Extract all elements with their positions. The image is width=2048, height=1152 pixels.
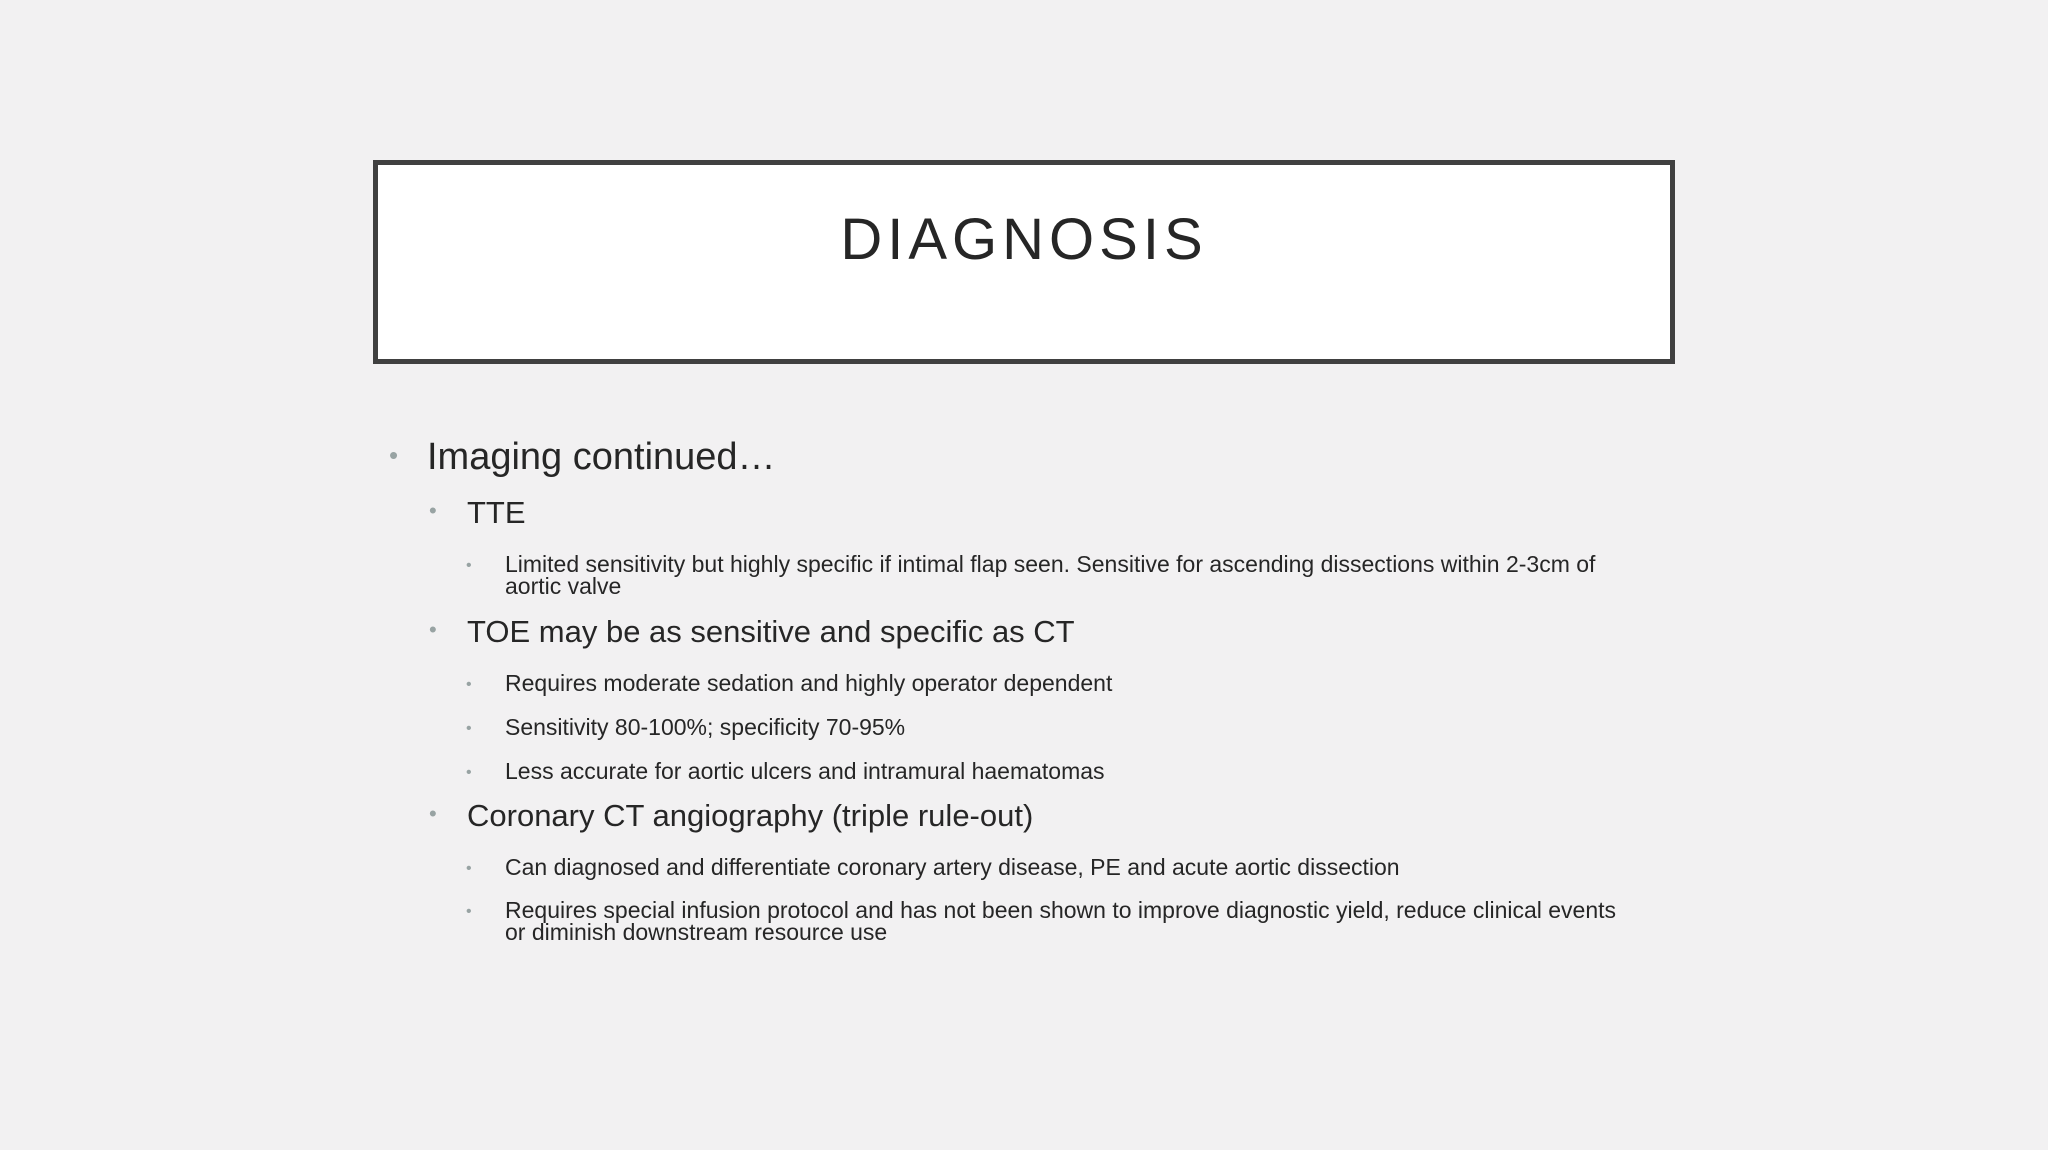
bullet-icon: • — [466, 860, 472, 877]
list-item-text: TTE — [467, 495, 526, 530]
list-item-text: Requires special infusion protocol and has not been shown to improve diagnostic yield, reduce clinical events — [505, 897, 1617, 923]
list-item-text: Sensitivity 80-100%; specificity 70-95% — [505, 714, 906, 740]
bullet-icon: • — [429, 498, 437, 523]
list-item-text: Coronary CT angiography (triple rule-out) — [467, 798, 1034, 833]
list-item-text: Limited sensitivity but highly specific if intimal flap seen. Sensitive for ascending dissections within 2-3cm of — [505, 551, 1596, 577]
bullet-icon: • — [429, 617, 437, 642]
list-item-text: Requires moderate sedation and highly operator dependent — [505, 670, 1113, 696]
bullet-icon: • — [466, 764, 472, 781]
bullet-icon: • — [389, 440, 399, 470]
bullet-icon: • — [466, 676, 472, 693]
bullet-icon: • — [429, 801, 437, 826]
bullet-icon: • — [466, 557, 472, 574]
list-item-text-continued: aortic valve — [505, 573, 622, 599]
list-item-text: Less accurate for aortic ulcers and intramural haematomas — [505, 758, 1105, 784]
list-item-text-continued: or diminish downstream resource use — [505, 919, 888, 945]
slide-title: DIAGNOSIS — [840, 207, 1208, 272]
bullet-icon: • — [466, 720, 472, 737]
bullet-icon: • — [466, 903, 472, 920]
list-item-text: Imaging continued… — [427, 436, 776, 478]
list-item-text: Can diagnosed and differentiate coronary artery disease, PE and acute aortic dissection — [505, 854, 1400, 880]
title-box — [373, 160, 1675, 364]
list-item-text: TOE may be as sensitive and specific as CT — [467, 614, 1075, 649]
